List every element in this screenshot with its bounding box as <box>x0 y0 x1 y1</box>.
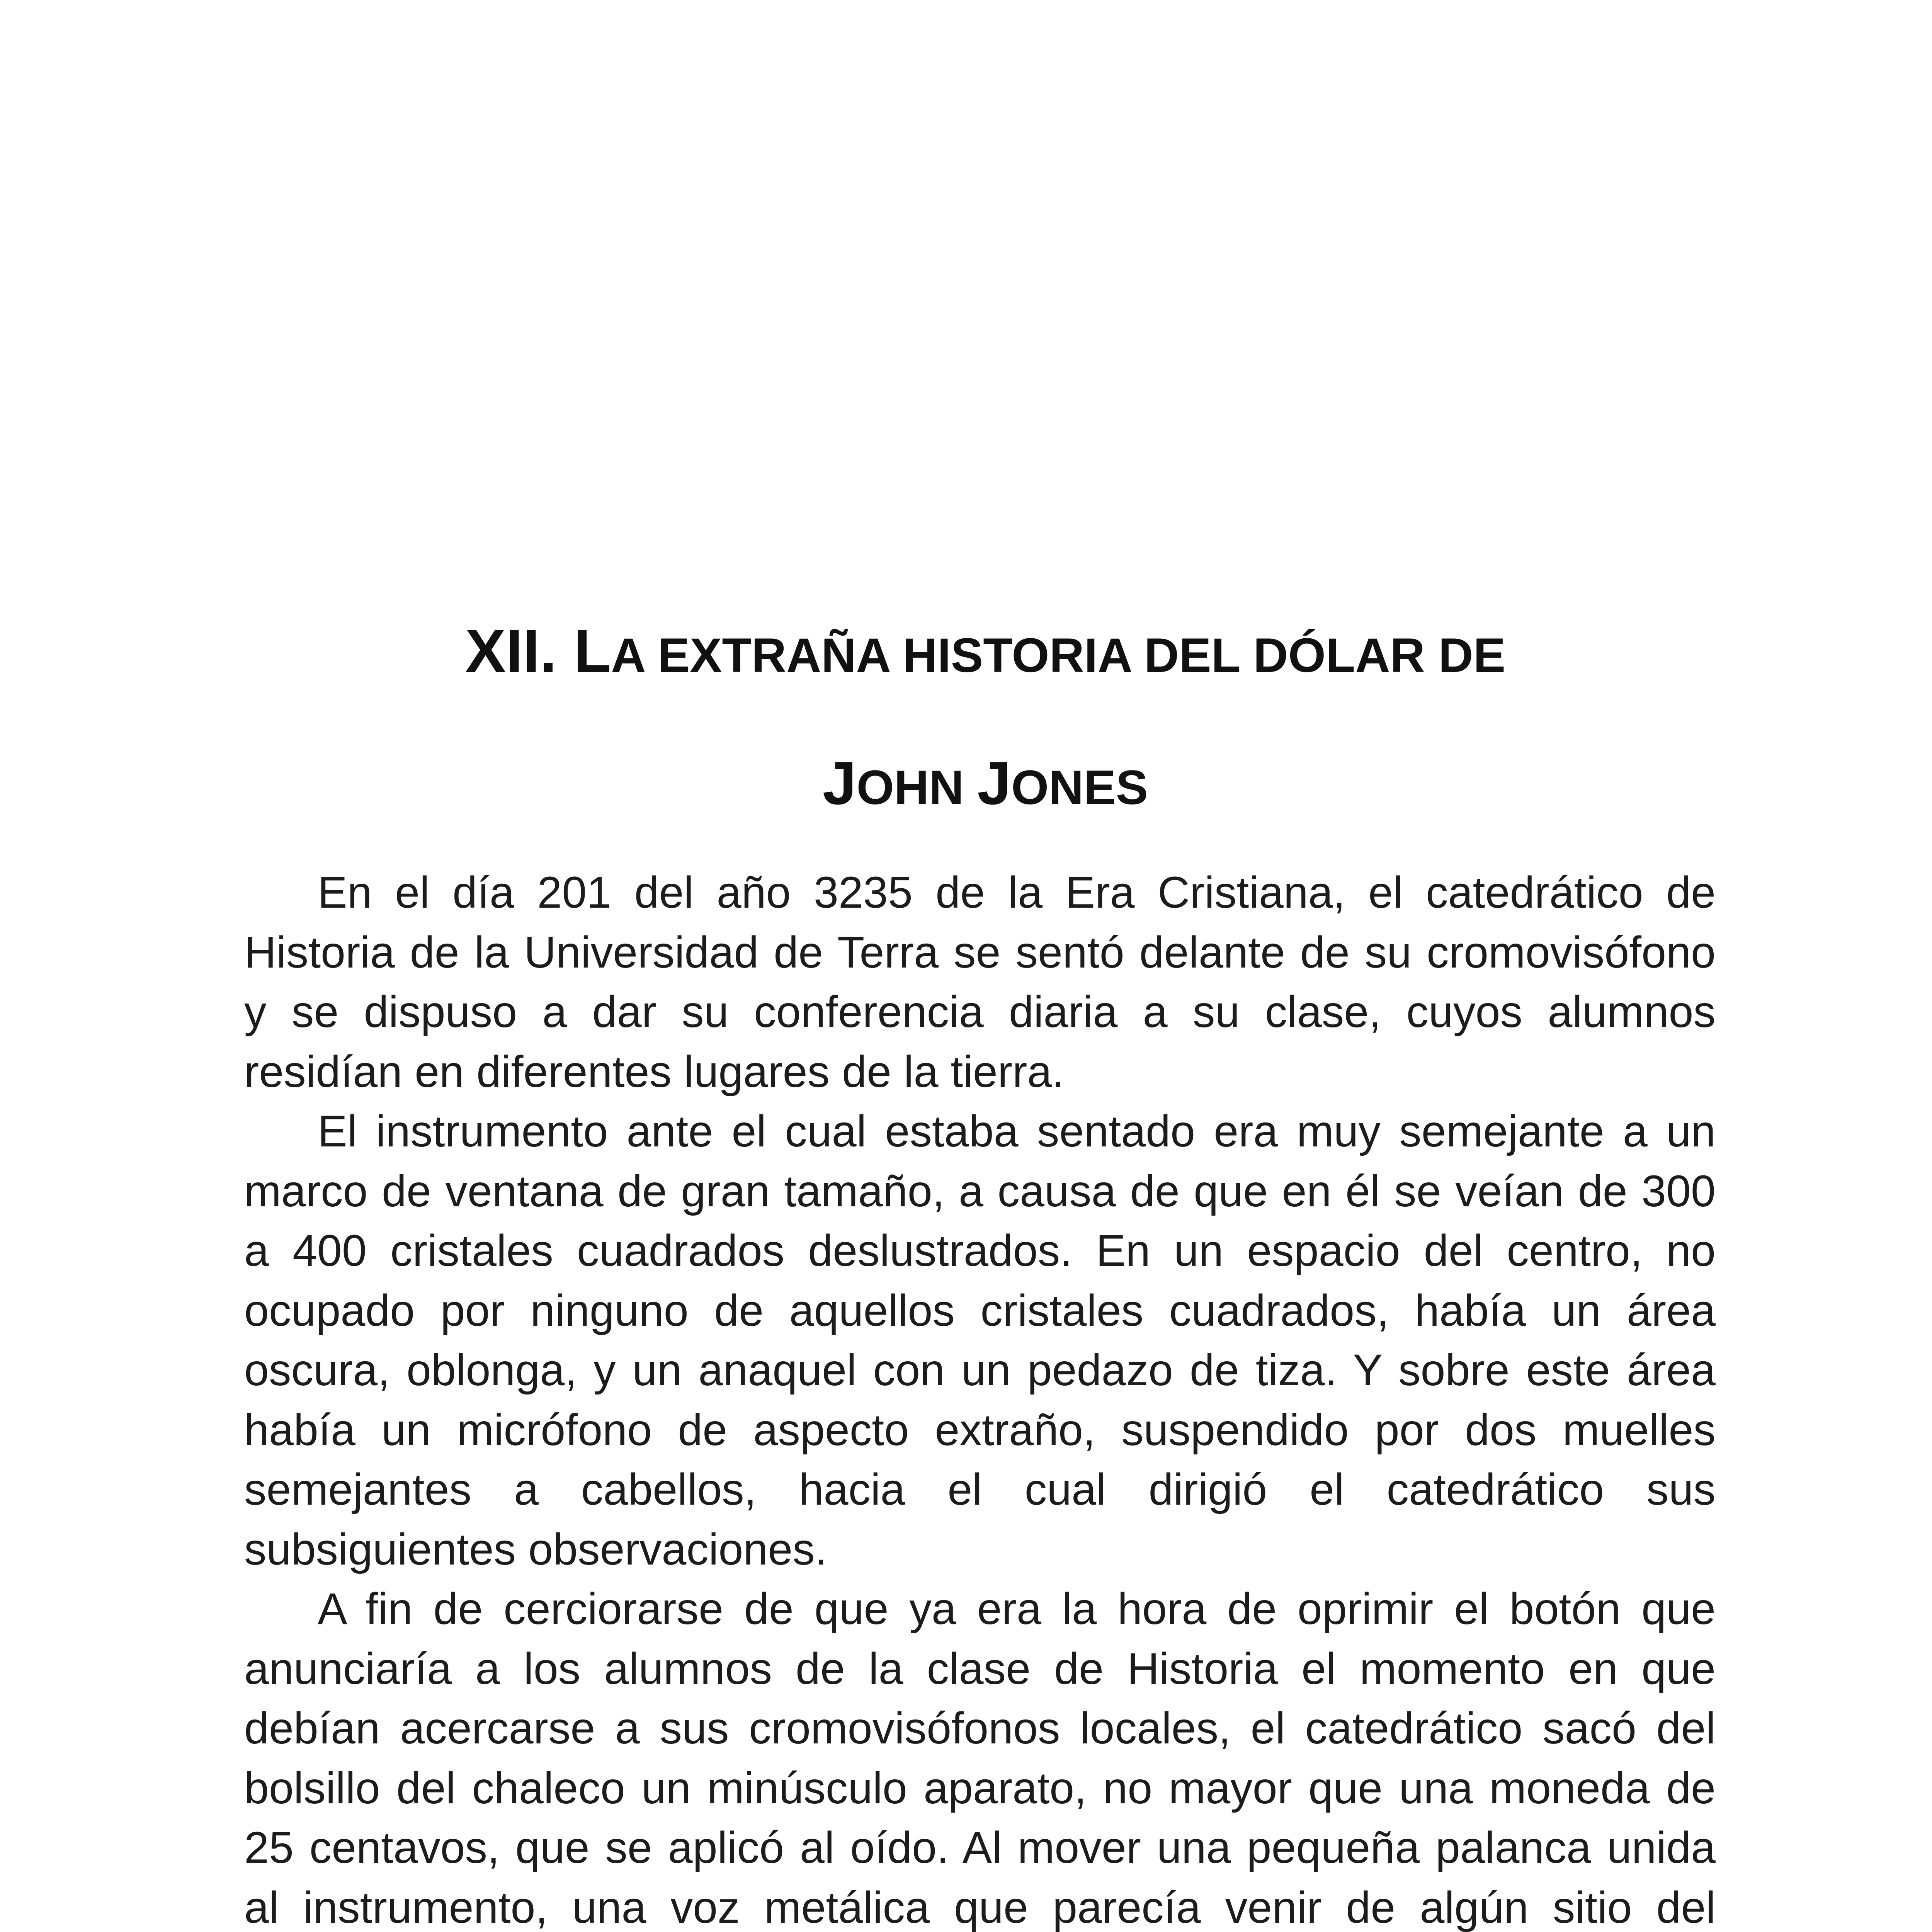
chapter-numeral: XII. <box>465 617 557 685</box>
chapter-title-initial: J <box>822 749 857 817</box>
chapter-title <box>232 587 1739 852</box>
paragraph: El instrumento ante el cual estaba sentado era muy semejante a un marco de ventana de gran tamaño, a causa de que en él se veían de 300 a 400 cristales cuadrados deslustrados. En un espacio del centro, no ocupado por ninguno de aquellos cristales cuadrados, había un área oscura, oblonga, y un anaquel con un pedazo de tiza. Y sobre este área había un micrófono de aspecto extraño, suspendido por dos muelles semejantes a cabellos, hacia el cual dirigió el catedrático sus subsiguientes observaciones. <box>244 1107 1716 1574</box>
chapter-title-smallcaps: ONES <box>1011 761 1148 815</box>
paragraph: En el día 201 del año 3235 de la Era Cristiana, el catedrático de Historia de la Universidad de Terra se sentó delante de su cromovisófono y se dispuso a dar su conferencia diaria a su clase, cuyos alumnos residían en diferentes lugares de la tierra. <box>244 868 1716 1097</box>
chapter-title-initial: L <box>573 617 611 685</box>
paragraph: A fin de cerciorarse de que ya era la hora de oprimir el botón que anunciaría a los alumnos de la clase de Historia el momento en que debían acercarse a sus cromovisófonos locales, el catedrático sacó del bolsillo del chaleco un minúsculo aparato, no mayor que una moneda de 25 centavos, que se aplicó al oído. Al mover una pequeña palanca unida al instrumento, una voz metálica que parecía venir de algún sitio del <box>244 1584 1716 1932</box>
chapter-title-smallcaps: OHN <box>856 761 978 815</box>
body-text <box>244 863 1716 1932</box>
chapter-title-initial: J <box>977 749 1011 817</box>
chapter-title-line-2 <box>232 719 1739 852</box>
chapter-title-smallcaps: A EXTRAÑA HISTORIA DEL DÓLAR DE <box>611 629 1506 682</box>
chapter-title-line-1 <box>232 587 1739 719</box>
